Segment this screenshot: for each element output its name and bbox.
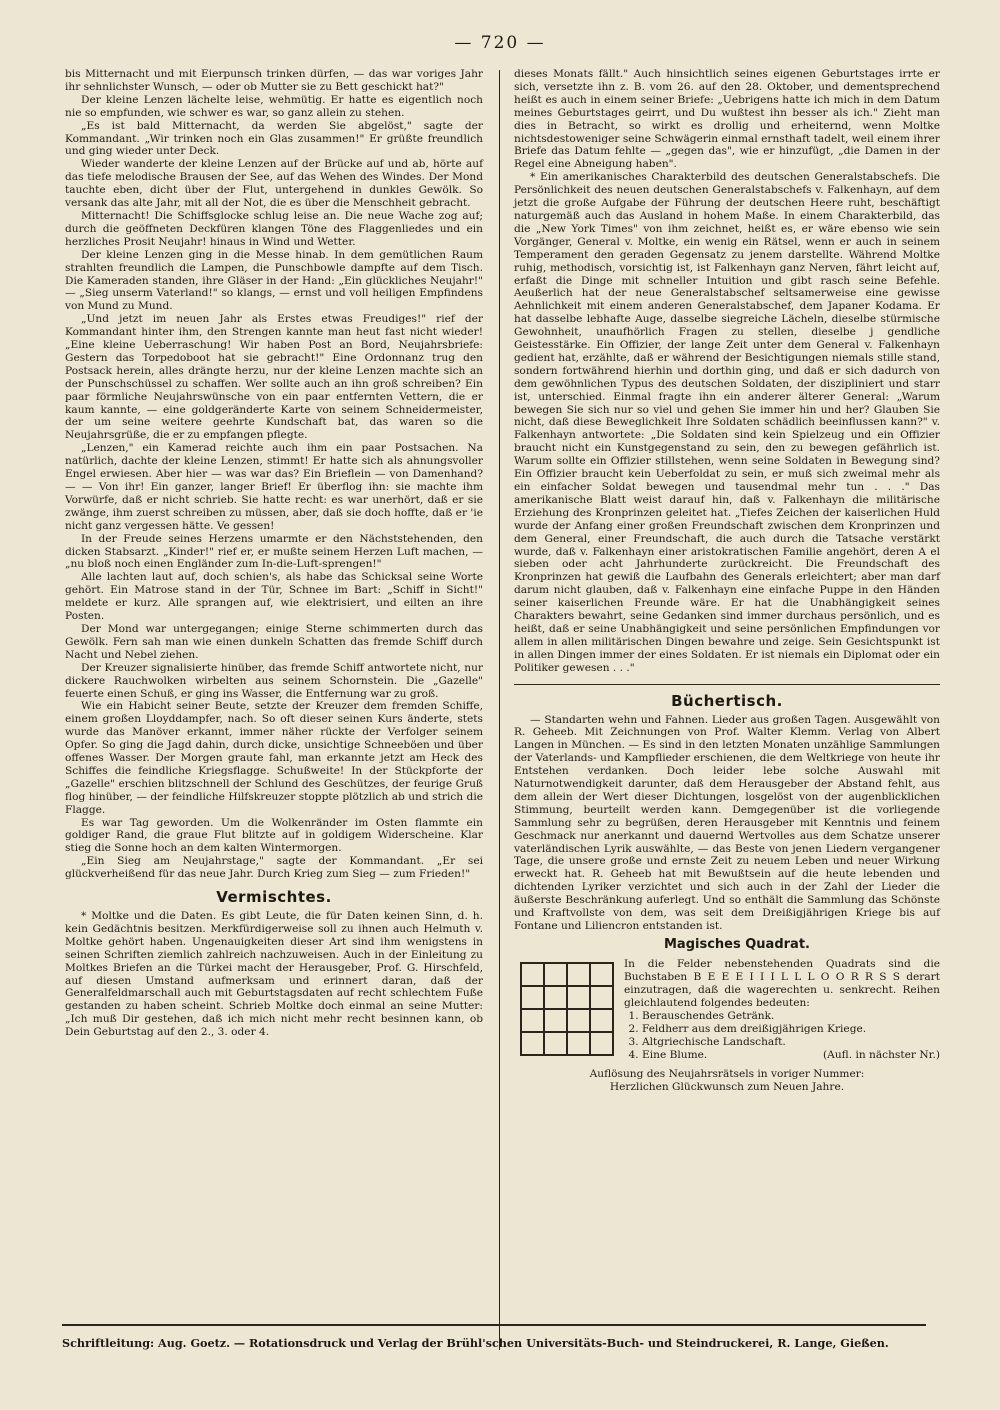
page-number: — 720 — — [454, 33, 546, 53]
paragraph: „Ein Sieg am Neujahrstage," sagte der Kommandant. „Er sei glückverheißend für das neue Jahr. Durch Krieg zum Sieg — zum Frieden!" — [65, 855, 483, 881]
puzzle-title: Magisches Quadrat. — [664, 936, 810, 952]
solution-line: Auflösung des Neujahrsrätsels in voriger Nummer: — [589, 1067, 865, 1080]
grid-cell — [521, 963, 544, 986]
paragraph: Der kleine Lenzen lächelte leise, wehmütig. Er hatte es eigentlich noch nie so empfunden, wie schwer es war, so ganz allein zu stehen. — [65, 93, 483, 119]
paragraph: Der Kreuzer signalisierte hinüber, das fremde Schiff antwortete nicht, nur dickere Rauchwolken wirbelten aus seinem Schornstein. Die „Gazelle" feuerte einen Schuß, er ging ins Wasser, die Entfernung war zu groß. — [65, 661, 483, 700]
column-divider — [499, 70, 500, 1350]
paragraph: Alle lachten laut auf, doch schien's, als habe das Schicksal seine Worte gehört. Ein Matrose stand in der Tür, Schnee im Bart: „Schiff in Sicht!" meldete er kurz. Alle sprangen auf, wie elektrisiert, und eilten an ihre Posten. — [65, 571, 483, 623]
buechertisch-paragraph: — Standarten wehn und Fahnen. Lieder aus großen Tagen. Ausgewählt von R. Geheeb. Mit Zeichnungen von Prof. Walter Klemm. Verlag von Albert Langen in München. — Es sind in den letzten Monaten unzählige Sammlungen der Vaterlands- und Kampflieder erschienen, die dem Weltkriege von heute ihr Entstehen verdanken. Doch leider lebe solche Auswahl mit Naturnotwendigkeit darunter, daß dem Herausgeber der Abstand fehlt, aus dem allein der Wert dieser Dichtungen, losgelöst von der augenblicklichen Stimmung, beurteilt werden kann. Demgegenüber ist die vorliegende Sammlung sehr zu begrüßen, deren Herausgeber mit Kenntnis und feinem Geschmack nur anerkannt und dauernd Wertvolles aus dem Schatze unserer vaterländischen Lyrik auswählte, — das Beste von jenen Liedern vergangener Tage, die unsere große und ernste Zeit zu neuem Leben und neuer Wirkung erweckt hat. R. Geheeb hat mit Bewußtsein auf die heute lebenden und dichtenden Lyriker verzichtet und sich auch in der Zahl der Lieder die äußerste Beschränkung auferlegt. Und so enthält die Sammlung das Schönste und Kraftvollste von dem, was seit dem Dreißigjährigen Kriege bis auf Fontane und Liliencron entstanden ist. — [514, 713, 940, 932]
puzzle-text — [624, 958, 940, 1062]
paragraph: „Es ist bald Mitternacht, da werden Sie abgelöst," sagte der Kommandant. „Wir trinken noch ein Glas zusammen!" Er grüßte freundlich und ging wieder unter Deck. — [65, 119, 483, 158]
solution-line: Herzlichen Glückwunsch zum Neuen Jahre. — [609, 1080, 845, 1093]
grid-cell — [567, 1032, 590, 1055]
grid-cell — [544, 986, 567, 1009]
grid-cell — [590, 1032, 613, 1055]
grid-cell — [521, 1009, 544, 1032]
grid-cell — [590, 963, 613, 986]
grid-cell — [567, 963, 590, 986]
puzzle-clue: 1. Berauschendes Getränk. — [642, 1010, 940, 1023]
paragraph: Mitternacht! Die Schiffsglocke schlug leise an. Die neue Wache zog auf; durch die geöffneten Deckfüren klangen Töne des Flaggenliedes und ein herzliches Prosit Neujahr! hinaus in Wind und Wetter. — [65, 209, 483, 248]
grid-cell — [544, 1032, 567, 1055]
grid-cell — [567, 986, 590, 1009]
grid-cell — [521, 986, 544, 1009]
vermischtes-paragraph: * Moltke und die Daten. Es gibt Leute, die für Daten keinen Sinn, d. h. kein Gedächtnis besitzen. Merkfürdigerweise soll zu ihnen auch Helmuth v. Moltke gehört haben. Ungenauigkeiten dieser Art sind ihm wenigstens in seinen Schriften ziemlich zahlreich nachzuweisen. Auch in der Einleitung zu Moltkes Briefen an die Türkei macht der Herausgeber, Prof. G. Hirschfeld, auf diesen Umstand aufmerksam und erinnert daran, daß der Generalfeldmarschall auch mit Geburtstagsdaten auf recht schlechtem Fuße gestanden zu haben scheint. Schrieb Moltke doch einmal an seine Mutter: „Ich muß Dir gestehen, daß ich mich nicht mehr recht besinnen kann, ob Dein Geburtstag auf den 2., 3. oder 4. — [65, 910, 483, 1039]
grid-cell — [521, 1032, 544, 1055]
puzzle-clue: 3. Altgriechische Landschaft. — [642, 1036, 940, 1049]
imprint-footer: Schriftleitung: Aug. Goetz. — Rotationsdruck und Verlag der Brühl'schen Universitäts-Buch- und Steindruckerei, R. Lange, Gießen. — [62, 1336, 889, 1350]
paragraph: In der Freude seines Herzens umarmte er den Nächststehenden, den dicken Stabsarzt. „Kinder!" rief er, er mußte seinem Herzen Luft machen, — „nu bloß noch einen Engländer zum In-die-Luft-sprengen!" — [65, 532, 483, 571]
right-column — [514, 68, 940, 1094]
buechertisch-heading: Büchertisch. — [671, 691, 783, 710]
magic-square-grid — [520, 962, 614, 1056]
paragraph: dieses Monats fällt." Auch hinsichtlich seines eigenen Geburtstages irrte er sich, versetzte ihn z. B. vom 26. auf den 28. Oktober, und dementsprechend heißt es auch in einem seiner Briefe: „Uebrigens hatte ich mich in dem Datum meines Geburtstages geirrt, und Du wußtest ihn besser als ich." Zieht man dies in Betracht, so wirkt es drollig und erheiternd, wenn Moltke nichtsdestoweniger seine Schwägerin einmal ernsthaft tadelt, weil einem ihrer Briefe das Datum fehlte — „gegen das", wie er hinzufügt, „die Damen in der Regel eine Abneigung haben". — [514, 68, 940, 171]
puzzle-note: (Aufl. in nächster Nr.) — [823, 1049, 940, 1062]
grid-cell — [590, 986, 613, 1009]
paragraph: Der Mond war untergegangen; einige Sterne schimmerten durch das Gewölk. Fern sah man wie einen dunkeln Schatten das fremde Schiff durch Nacht und Nebel ziehen. — [65, 622, 483, 661]
paragraph: * Ein amerikanisches Charakterbild des deutschen Generalstabschefs. Die Persönlichkeit des neuen deutschen Generalstabschefs v. Falkenhayn, auf dem jetzt die große Aufgabe der Führung der deutschen Heere ruht, beschäftigt naturgemäß auch das Ausland in hohem Maße. In einem Charakterbild, das die „New York Times" von ihm zeichnet, heißt es, er wäre ebenso wie sein Vorgänger, General v. Moltke, ein wenig ein Rätsel, wenn er auch in seinem Temperament den geraden Gegensatz zu jenem darstellte. Während Moltke ruhig, methodisch, vorsichtig ist, ist Falkenhayn ganz Nerven, fährt leicht auf, erfaßt die Dinge mit schneller Intuition und gibt rasch seine Befehle. Aeußerlich hat der neue Generalstabschef seltsamerweise eine gewisse Aehnlichkeit mit einem anderen Generalstabschef, dem Japaner Kodama. Er hat dasselbe lebhafte Auge, dasselbe siegreiche Lächeln, dieselbe stürmische Gewohnheit, unaufhörlich Fragen zu stellen, dieselbe j gendliche Geistesstärke. Ein Offizier, der lange Zeit unter dem General v. Falkenhayn gedient hat, erzählte, daß er während der Besichtigungen niemals stille stand, sondern fortwährend hierhin und dorthin ging, und daß er sich dadurch von dem gewöhnlichen Typus des deutschen Soldaten, der diszipliniert und starr ist, unterschied. Einmal fragte ihn ein anderer älterer General: „Warum bewegen Sie sich nur so viel und gehen Sie immer hin und her? Glauben Sie nicht, daß diese Beweglichkeit Ihre Soldaten schädlich beeinflussen kann?" v. Falkenhayn antwortete: „Die Soldaten sind kein Spielzeug und ein Offizier braucht nicht ein Kunstgegenstand zu sein, den zu bewegen gefährlich ist. Warum sollte ein Offizier stillstehen, wenn seine Soldaten in Bewegung sind? Ein Offizier braucht kein Ueberfoldat zu sein, er muß sich zweimal mehr als ein einfacher Soldat bewegen und tausendmal mehr tun . . ." Das amerikanische Blatt weist darauf hin, daß v. Falkenhayn die militärische Erziehung des Kronprinzen geleitet hat. „Tiefes Zeichen der kaiserlichen Huld wurde der Anfang einer großen Freundschaft zwischen dem Kronprinzen und dem General, einer Freundschaft, die auch durch die Tatsache verstärkt wurde, daß v. Falkenhayn einer aristokratischen Familie angehört, deren A el sieben oder acht Jahrhunderte zurückreicht. Die Freundschaft des Kronprinzen hat gewiß die Laufbahn des Generals erleichtert; aber man darf darum nicht glauben, daß v. Falkenhayn eine einfache Puppe in den Händen seiner kaiserlichen Freunde wäre. Er hat die Unabhängigkeit seines Charakters bewahrt, seine Gedanken sind immer durchaus persönlich, und es heißt, daß er seine Unabhängigkeit und seine persönlichen Empfindungen vor allem in allen militärischen Dingen bewahre und zeige. Sein Gesichtspunkt ist in allen Dingen immer der eines Soldaten. Er ist niemals ein Diplomat oder ein Politiker gewesen . . ." — [514, 171, 940, 674]
grid-cell — [590, 1009, 613, 1032]
left-column — [65, 68, 483, 1039]
vermischtes-heading: Vermischtes. — [216, 888, 332, 907]
paragraph: Wie ein Habicht seiner Beute, setzte der Kreuzer dem fremden Schiffe, einem großen Lloyddampfer, nach. So oft dieser seinen Kurs änderte, stets wurde das Manöver erkannt, immer näher rückte der Verfolger seinem Opfer. So ging die Jagd dahin, durch dicke, unsichtige Schneeböen und über offenes Wasser. Der Morgen graute fahl, man erkannte jetzt am Heck des Schiffes die feindliche Kriegsflagge. Schußweite! In der Stückpforte der „Gazelle" erschien blitzschnell der Schlund des Geschützes, der feurige Gruß flog hinüber, — der feindliche Hilfskreuzer stoppte plötzlich ab und strich die Flagge. — [65, 700, 483, 816]
puzzle-intro: In die Felder nebenstehenden Quadrats sind die Buchstaben B E E E I I I L L L O O R R S S derart einzutragen, daß die wagerechten u. senkrecht. Reihen gleichlautend folgendes bedeuten: — [624, 957, 940, 1009]
paragraph: Der kleine Lenzen ging in die Messe hinab. In dem gemütlichen Raum strahlten freundlich die Lampen, die Punschbowle dampfte auf dem Tisch. Die Kameraden standen, ihre Gläser in der Hand: „Ein glückliches Neujahr!" — „Sieg unserm Vaterland!" so klangs, — ernst und voll heiligen Empfindens von Mund zu Mund. — [65, 248, 483, 313]
paragraph: Es war Tag geworden. Um die Wolkenränder im Osten flammte ein goldiger Rand, die graue Flut blitzte auf in goldigem Widerscheine. Klar stieg die Sonne hoch an dem kalten Wintermorgen. — [65, 816, 483, 855]
paragraph: „Und jetzt im neuen Jahr als Erstes etwas Freudiges!" rief der Kommandant hinter ihm, den Strengen kannte man heut fast nicht wieder! „Eine kleine Ueberraschung! Wir haben Post an Bord, Neujahrsbriefe: Gestern das Torpedoboot hat sie gebracht!" Eine Ordonnanz trug den Postsack herein, alles drängte herzu, nur der kleine Lenzen machte sich an der Punschschüssel zu schaffen. Wer sollte auch an ihn groß schreiben? Ein paar förmliche Neujahrswünsche von ein paar entfernten Vettern, die er kaum kannte, — eine goldgeränderte Karte von seinem Schneidermeister, der um seine weitere geehrte Kundschaft bat, das waren so die Neujahrsgrüße, die er zu empfangen pflegte. — [65, 313, 483, 442]
footer-rule — [62, 1324, 926, 1326]
paragraph: bis Mitternacht und mit Eierpunsch trinken dürfen, — das war voriges Jahr ihr sehnlichster Wunsch, — oder ob Mutter sie zu Bett geschickt hat?" — [65, 68, 483, 93]
grid-cell — [544, 1009, 567, 1032]
magic-square-puzzle — [520, 958, 940, 1062]
grid-cell — [567, 1009, 590, 1032]
puzzle-clue: 4. Eine Blume. — [642, 1049, 940, 1062]
section-rule — [514, 684, 940, 685]
puzzle-clue: 2. Feldherr aus dem dreißigjährigen Kriege. — [642, 1023, 940, 1036]
paragraph: Wieder wanderte der kleine Lenzen auf der Brücke auf und ab, hörte auf das tiefe melodische Brausen der See, auf das Wehen des Windes. Der Mond tauchte eben, dicht über der Flut, untergehend in dunkles Gewölk. So versank das alte Jahr, mit all der Not, die es über die Menschheit gebracht. — [65, 158, 483, 210]
paragraph: „Lenzen," ein Kamerad reichte auch ihm ein paar Postsachen. Na natürlich, dachte der kleine Lenzen, stimmt! Er hatte sich als ahnungsvoller Engel erwiesen. Aber hier — was war das? Ein Brieflein — von Damenhand? — — Von ihr! Ein ganzer, langer Brief! Er überflog ihn: sie machte ihm Vorwürfe, daß er nicht schrieb. Sie hatte recht: es war unerhört, daß er sie zwänge, ihm zuerst schreiben zu müssen, aber, daß sie doch hoffte, daß er 'ie nicht ganz vergessen hätte. Ve gessen! — [65, 442, 483, 532]
grid-cell — [544, 963, 567, 986]
